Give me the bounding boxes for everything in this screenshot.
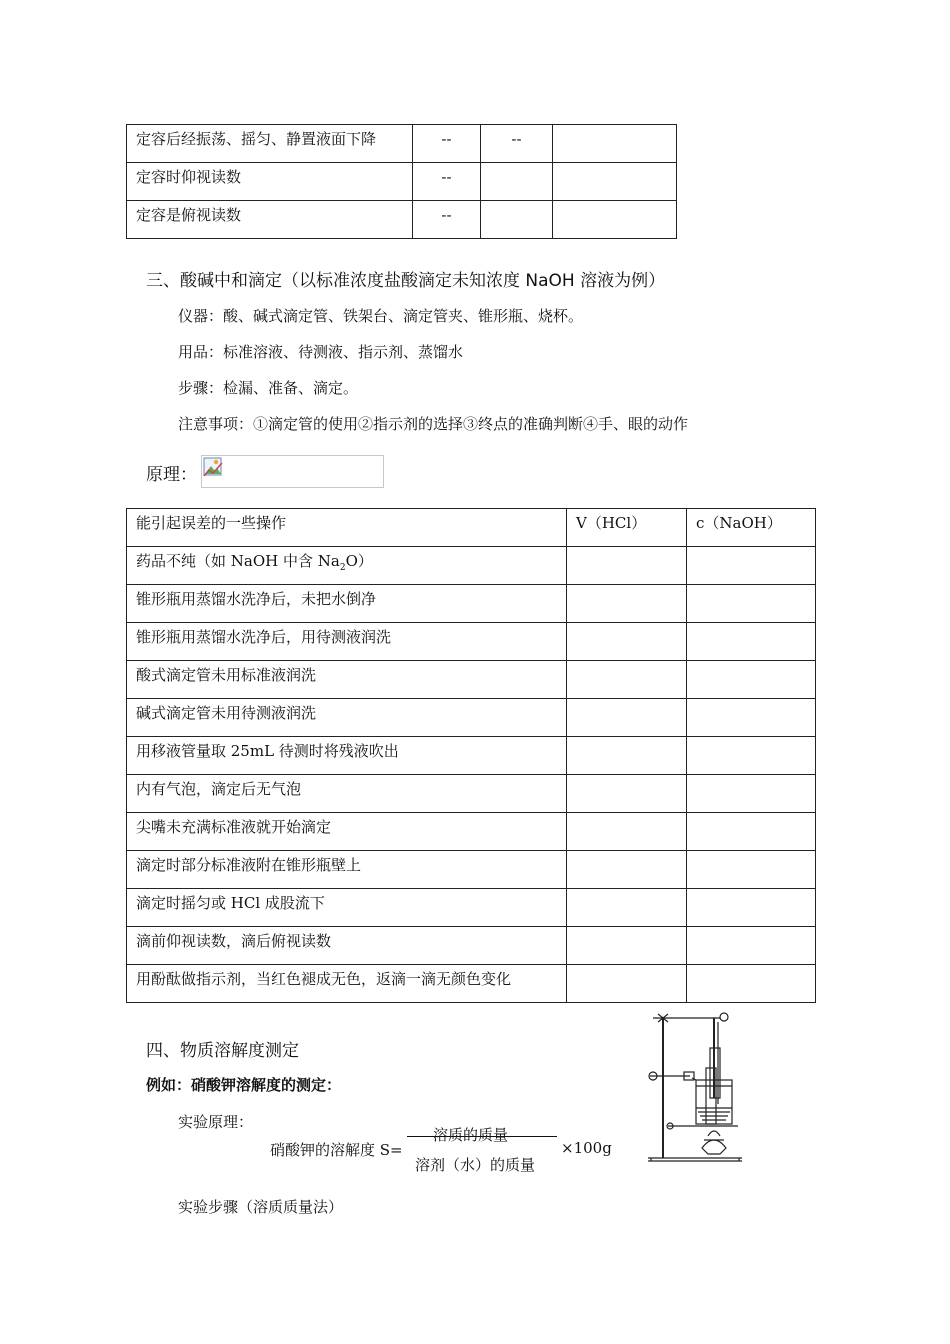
table-titration-errors (126, 508, 816, 1003)
table-row (127, 813, 816, 851)
table-header-cell: c（NaOH） (687, 509, 816, 547)
table-cell: -- (481, 125, 553, 163)
table-row (127, 965, 816, 1003)
table-cell (567, 927, 687, 965)
table-cell: 定容时仰视读数 (127, 163, 413, 201)
table-cell (687, 585, 816, 623)
example-heading: 例如：硝酸钾溶解度的测定： (146, 1076, 342, 1094)
table-cell: 内有气泡，滴定后无气泡 (127, 775, 567, 813)
formula-left: 硝酸钾的溶解度 S= (270, 1141, 403, 1159)
table-cell: 碱式滴定管未用待测液润洗 (127, 699, 567, 737)
table-row (127, 661, 816, 699)
subscript: 2 (339, 563, 346, 573)
table-row (127, 201, 677, 239)
table-cell (567, 699, 687, 737)
table-cell (687, 623, 816, 661)
steps-text: 步骤：检漏、准备、滴定。 (178, 379, 359, 397)
table-row (127, 623, 816, 661)
table-volumetric-errors (126, 124, 677, 239)
table-cell: 滴前仰视读数，滴后俯视读数 (127, 927, 567, 965)
table-cell (567, 623, 687, 661)
table-row (127, 851, 816, 889)
table-cell (567, 889, 687, 927)
cell-text: O） (345, 552, 373, 570)
table-row (127, 775, 816, 813)
method-text: 实验步骤（溶质质量法） (178, 1198, 344, 1216)
table-cell (567, 737, 687, 775)
table-cell (127, 547, 567, 585)
table-cell: 定容后经振荡、摇匀、静置液面下降 (127, 125, 413, 163)
table-cell: -- (413, 163, 481, 201)
table-row (127, 927, 816, 965)
table-header-cell: 能引起误差的一些操作 (127, 509, 567, 547)
table-cell (687, 737, 816, 775)
table-cell (687, 965, 816, 1003)
table-cell (567, 585, 687, 623)
table-cell (553, 125, 677, 163)
principle-text: 实验原理： (178, 1113, 254, 1131)
table-cell: -- (413, 201, 481, 239)
table-cell (687, 927, 816, 965)
solubility-apparatus-illustration (638, 1008, 748, 1164)
principle-label: 原理： (146, 465, 197, 485)
table-row (127, 585, 816, 623)
supplies-text: 用品：标准溶液、待测液、指示剂、蒸馏水 (178, 343, 464, 361)
table-cell (687, 889, 816, 927)
formula-multiplier: ×100g (561, 1139, 612, 1157)
table-row (127, 163, 677, 201)
table-cell (481, 163, 553, 201)
table-cell: 酸式滴定管未用标准液润洗 (127, 661, 567, 699)
table-cell: 用酚酞做指示剂，当红色褪成无色，返滴一滴无颜色变化 (127, 965, 567, 1003)
table-cell (553, 201, 677, 239)
section-title-solubility: 四、物质溶解度测定 (146, 1041, 299, 1061)
table-header-cell: V（HCl） (567, 509, 687, 547)
table-cell (567, 661, 687, 699)
broken-image-icon (203, 457, 223, 477)
table-cell (687, 813, 816, 851)
table-row (127, 699, 816, 737)
table-cell (687, 775, 816, 813)
table-cell: 用移液管量取 25mL 待测时将残液吹出 (127, 737, 567, 775)
table-cell: 锥形瓶用蒸馏水洗净后，未把水倒净 (127, 585, 567, 623)
table-cell (567, 775, 687, 813)
table-cell: 滴定时摇匀或 HCl 成股流下 (127, 889, 567, 927)
principle-image-placeholder (201, 455, 384, 488)
table-cell (553, 163, 677, 201)
table-row (127, 125, 677, 163)
cell-text: 药品不纯（如 NaOH 中含 Na (136, 552, 340, 570)
table-cell: 锥形瓶用蒸馏水洗净后，用待测液润洗 (127, 623, 567, 661)
table-cell: 定容是俯视读数 (127, 201, 413, 239)
table-cell (687, 547, 816, 585)
section-title-titration: 三、酸碱中和滴定（以标准浓度盐酸滴定未知浓度 NaOH 溶液为例） (146, 271, 666, 291)
fraction-bar (407, 1136, 557, 1137)
table-header-row (127, 509, 816, 547)
table-cell (481, 201, 553, 239)
table-cell (567, 851, 687, 889)
table-cell (687, 851, 816, 889)
instruments-text: 仪器：酸、碱式滴定管、铁架台、滴定管夹、锥形瓶、烧杯。 (178, 307, 584, 325)
table-cell (567, 547, 687, 585)
formula-numerator: 溶质的质量 (433, 1126, 509, 1144)
table-cell (687, 699, 816, 737)
table-cell (567, 965, 687, 1003)
table-row (127, 889, 816, 927)
notes-text: 注意事项：①滴定管的使用②指示剂的选择③终点的准确判断④手、眼的动作 (178, 415, 689, 433)
table-cell (687, 661, 816, 699)
table-cell (567, 813, 687, 851)
table-cell: 尖嘴未充满标准液就开始滴定 (127, 813, 567, 851)
table-cell: 滴定时部分标准液附在锥形瓶壁上 (127, 851, 567, 889)
table-row (127, 547, 816, 585)
formula-denominator: 溶剂（水）的质量 (415, 1156, 536, 1174)
table-cell: -- (413, 125, 481, 163)
table-row (127, 737, 816, 775)
